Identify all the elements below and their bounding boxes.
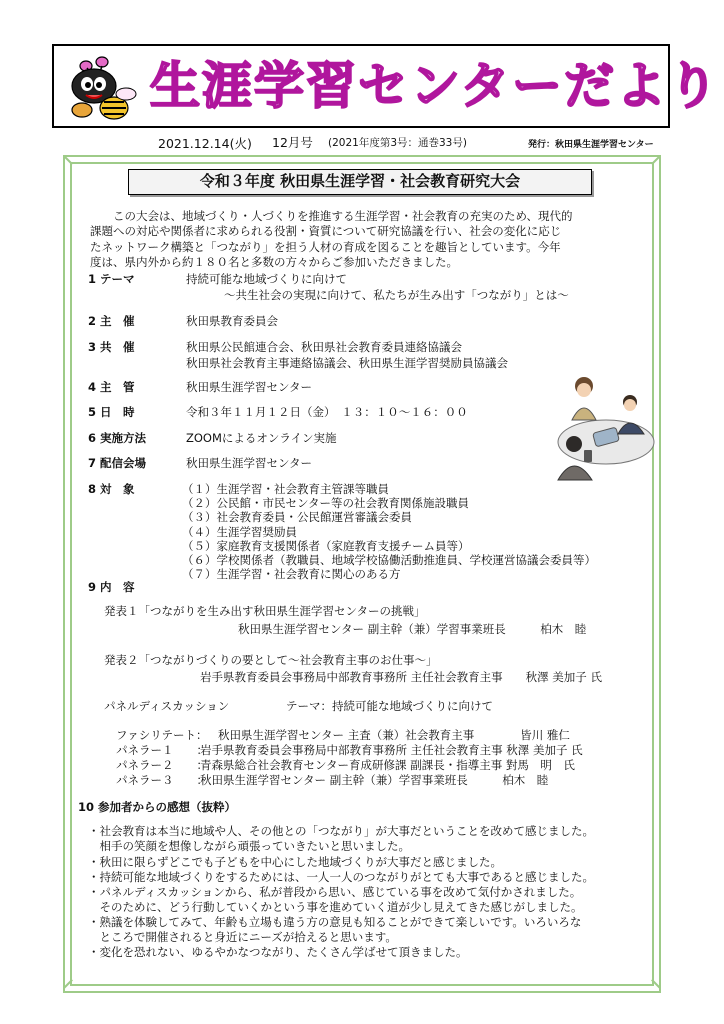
presentation-1-title: 発表１「つながりを生み出す秋田県生涯学習センターの挑戦」 <box>104 604 426 618</box>
panel-role: パネラー１ ： <box>116 743 208 757</box>
intro-line: 度は、県内外から約１８０名と多数の方々からご参加いただきました。 <box>90 255 458 270</box>
presentation-2-presenter: 岩手県教育委員会事務局中部教育事務所 主任社会教育主事 秋澤 美加子 氏 <box>200 670 602 684</box>
article-heading: 令和３年度 秋田県生涯学習・社会教育研究大会 <box>128 169 592 195</box>
issue-detail: (2021年度第3号：通巻33号) <box>328 137 467 149</box>
impression-line: ・変化を恐れない、ゆるやかなつながり、たくさん学ばせて頂きました。 <box>88 945 468 959</box>
item-venue-value: 秋田県生涯学習センター <box>186 456 313 470</box>
intro-line: たネットワーク構築と「つながり」を担う人材の育成を図ることを趣旨としています。今年 <box>90 239 561 254</box>
intro-line: この大会は、地域づくり・人づくりを推進する生涯学習・社会教育の充実のため、現代的 <box>113 209 573 223</box>
cohost-line: 秋田県公民館連合会、秋田県社会教育委員連絡協議会 <box>186 340 462 354</box>
item-theme-label: 1 テーマ <box>88 272 135 286</box>
newsletter-title: 生涯学習センターだより <box>150 57 720 115</box>
item-cohost-label: 3 共 催 <box>88 340 135 354</box>
panel-member: 秋田県生涯学習センター 主査（兼）社会教育主事 皆川 雅仁 <box>218 728 570 742</box>
item-target-list <box>182 482 596 581</box>
panel-role: ファシリテート： <box>116 728 208 742</box>
impression-line: ・持続可能な地域づくりをするためには、一人一人のつながりがとても大事であると感じました。 <box>88 870 594 884</box>
item-management-label: 4 主 管 <box>88 380 135 394</box>
target-item: （３）社会教育委員・公民館運営審議会委員 <box>182 510 412 525</box>
impression-line: 相手の笑顔を想像しながら頑張っていきたいと思いました。 <box>88 839 410 853</box>
presentation-2-title: 発表２「つながりづくりの要として～社会教育主事のお仕事～」 <box>104 653 438 667</box>
bee-mascot-icon <box>60 50 140 124</box>
target-item: （７）生涯学習・社会教育に関心のある方 <box>182 567 401 582</box>
impression-line: ・熟議を体験してみて、年齢も立場も違う方の意見も知ることができて楽しいです。いろいろな <box>88 915 582 929</box>
publisher: 発行：秋田県生涯学習センター <box>528 140 654 150</box>
impressions-heading: 10 参加者からの感想（抜粋） <box>78 800 237 814</box>
impression-line: ・社会教育は本当に地域や人、その他との「つながり」が大事だということを改めて感じました。 <box>88 824 594 838</box>
item-management-value: 秋田県生涯学習センター <box>186 380 313 394</box>
panel-member: 秋田県生涯学習センター 副主幹（兼）学習事業班長 柏木 睦 <box>200 773 549 787</box>
impression-line: ・秋田に限らずどこでも子どもを中心にした地域づくりが大事だと感じました。 <box>88 855 502 869</box>
item-method-value: ZOOMによるオンライン実施 <box>186 431 337 445</box>
panel-member: 岩手県教育委員会事務局中部教育事務所 主任社会教育主事 秋澤 美加子 氏 <box>200 743 583 757</box>
panel-theme: テーマ：持続可能な地域づくりに向けて <box>286 699 493 713</box>
item-method-label: 6 実施方法 <box>88 431 147 445</box>
item-theme-value <box>186 272 569 303</box>
panel-member: 青森県総合社会教育センター育成研修課 副課長・指導主事 對馬 明 氏 <box>200 758 575 772</box>
target-item: （１）生涯学習・社会教育主管課等職員 <box>182 482 389 496</box>
cohost-line: 秋田県社会教育主事連絡協議会、秋田県生涯学習奨励員協議会 <box>186 355 508 370</box>
presentation-1-presenter: 秋田県生涯学習センター 副主幹（兼）学習事業班長 柏木 睦 <box>238 622 587 636</box>
item-cohost-value <box>186 340 508 371</box>
target-item: （４）生涯学習奨励員 <box>182 524 297 539</box>
intro-paragraph <box>90 209 635 271</box>
target-item: （２）公民館・市民センター等の社会教育関係施設職員 <box>182 496 470 511</box>
item-content-label: 9 内 容 <box>88 580 135 594</box>
impression-line: ところで開催されると身近にニーズが拾えると思います。 <box>88 930 397 944</box>
item-datetime-label: 5 日 時 <box>88 405 135 419</box>
issue-number: 12月号 <box>272 135 313 150</box>
item-host-value: 秋田県教育委員会 <box>186 314 278 328</box>
intro-line: 課題への対応や関係者に求められる役割・資質について研究協議を行い、社会の変化に応じ <box>90 224 562 239</box>
theme-subtitle: ～共生社会の実現に向けて、私たちが生み出す「つながり」とは～ <box>224 287 569 302</box>
theme-line: 持続可能な地域づくりに向けて <box>186 272 347 286</box>
issue-date: 2021.12.14(火) <box>158 136 252 151</box>
item-datetime-value: 令和３年１１月１２日（金） １３：１０～１６：００ <box>186 405 468 419</box>
panel-role: パネラー３ ： <box>116 773 208 787</box>
panel-role: パネラー２ ： <box>116 758 208 772</box>
target-item: （６）学校関係者（教職員、地域学校協働活動推進員、学校運営協議会委員等） <box>182 553 596 568</box>
impression-line: ・パネルディスカッションから、私が普段から思い、感じている事を改めて気付かされました。 <box>88 885 582 899</box>
impression-line: そのために、どう行動していくかという事を進めていく道が少し見えてきた感じがしました。 <box>88 900 583 914</box>
item-target-label: 8 対 象 <box>88 482 135 496</box>
target-item: （５）家庭教育支援関係者（家庭教育支援チーム員等） <box>182 538 470 553</box>
item-host-label: 2 主 催 <box>88 314 135 328</box>
panel-title: パネルディスカッション <box>104 699 230 713</box>
meeting-illustration <box>544 372 656 482</box>
item-venue-label: 7 配信会場 <box>88 456 147 470</box>
